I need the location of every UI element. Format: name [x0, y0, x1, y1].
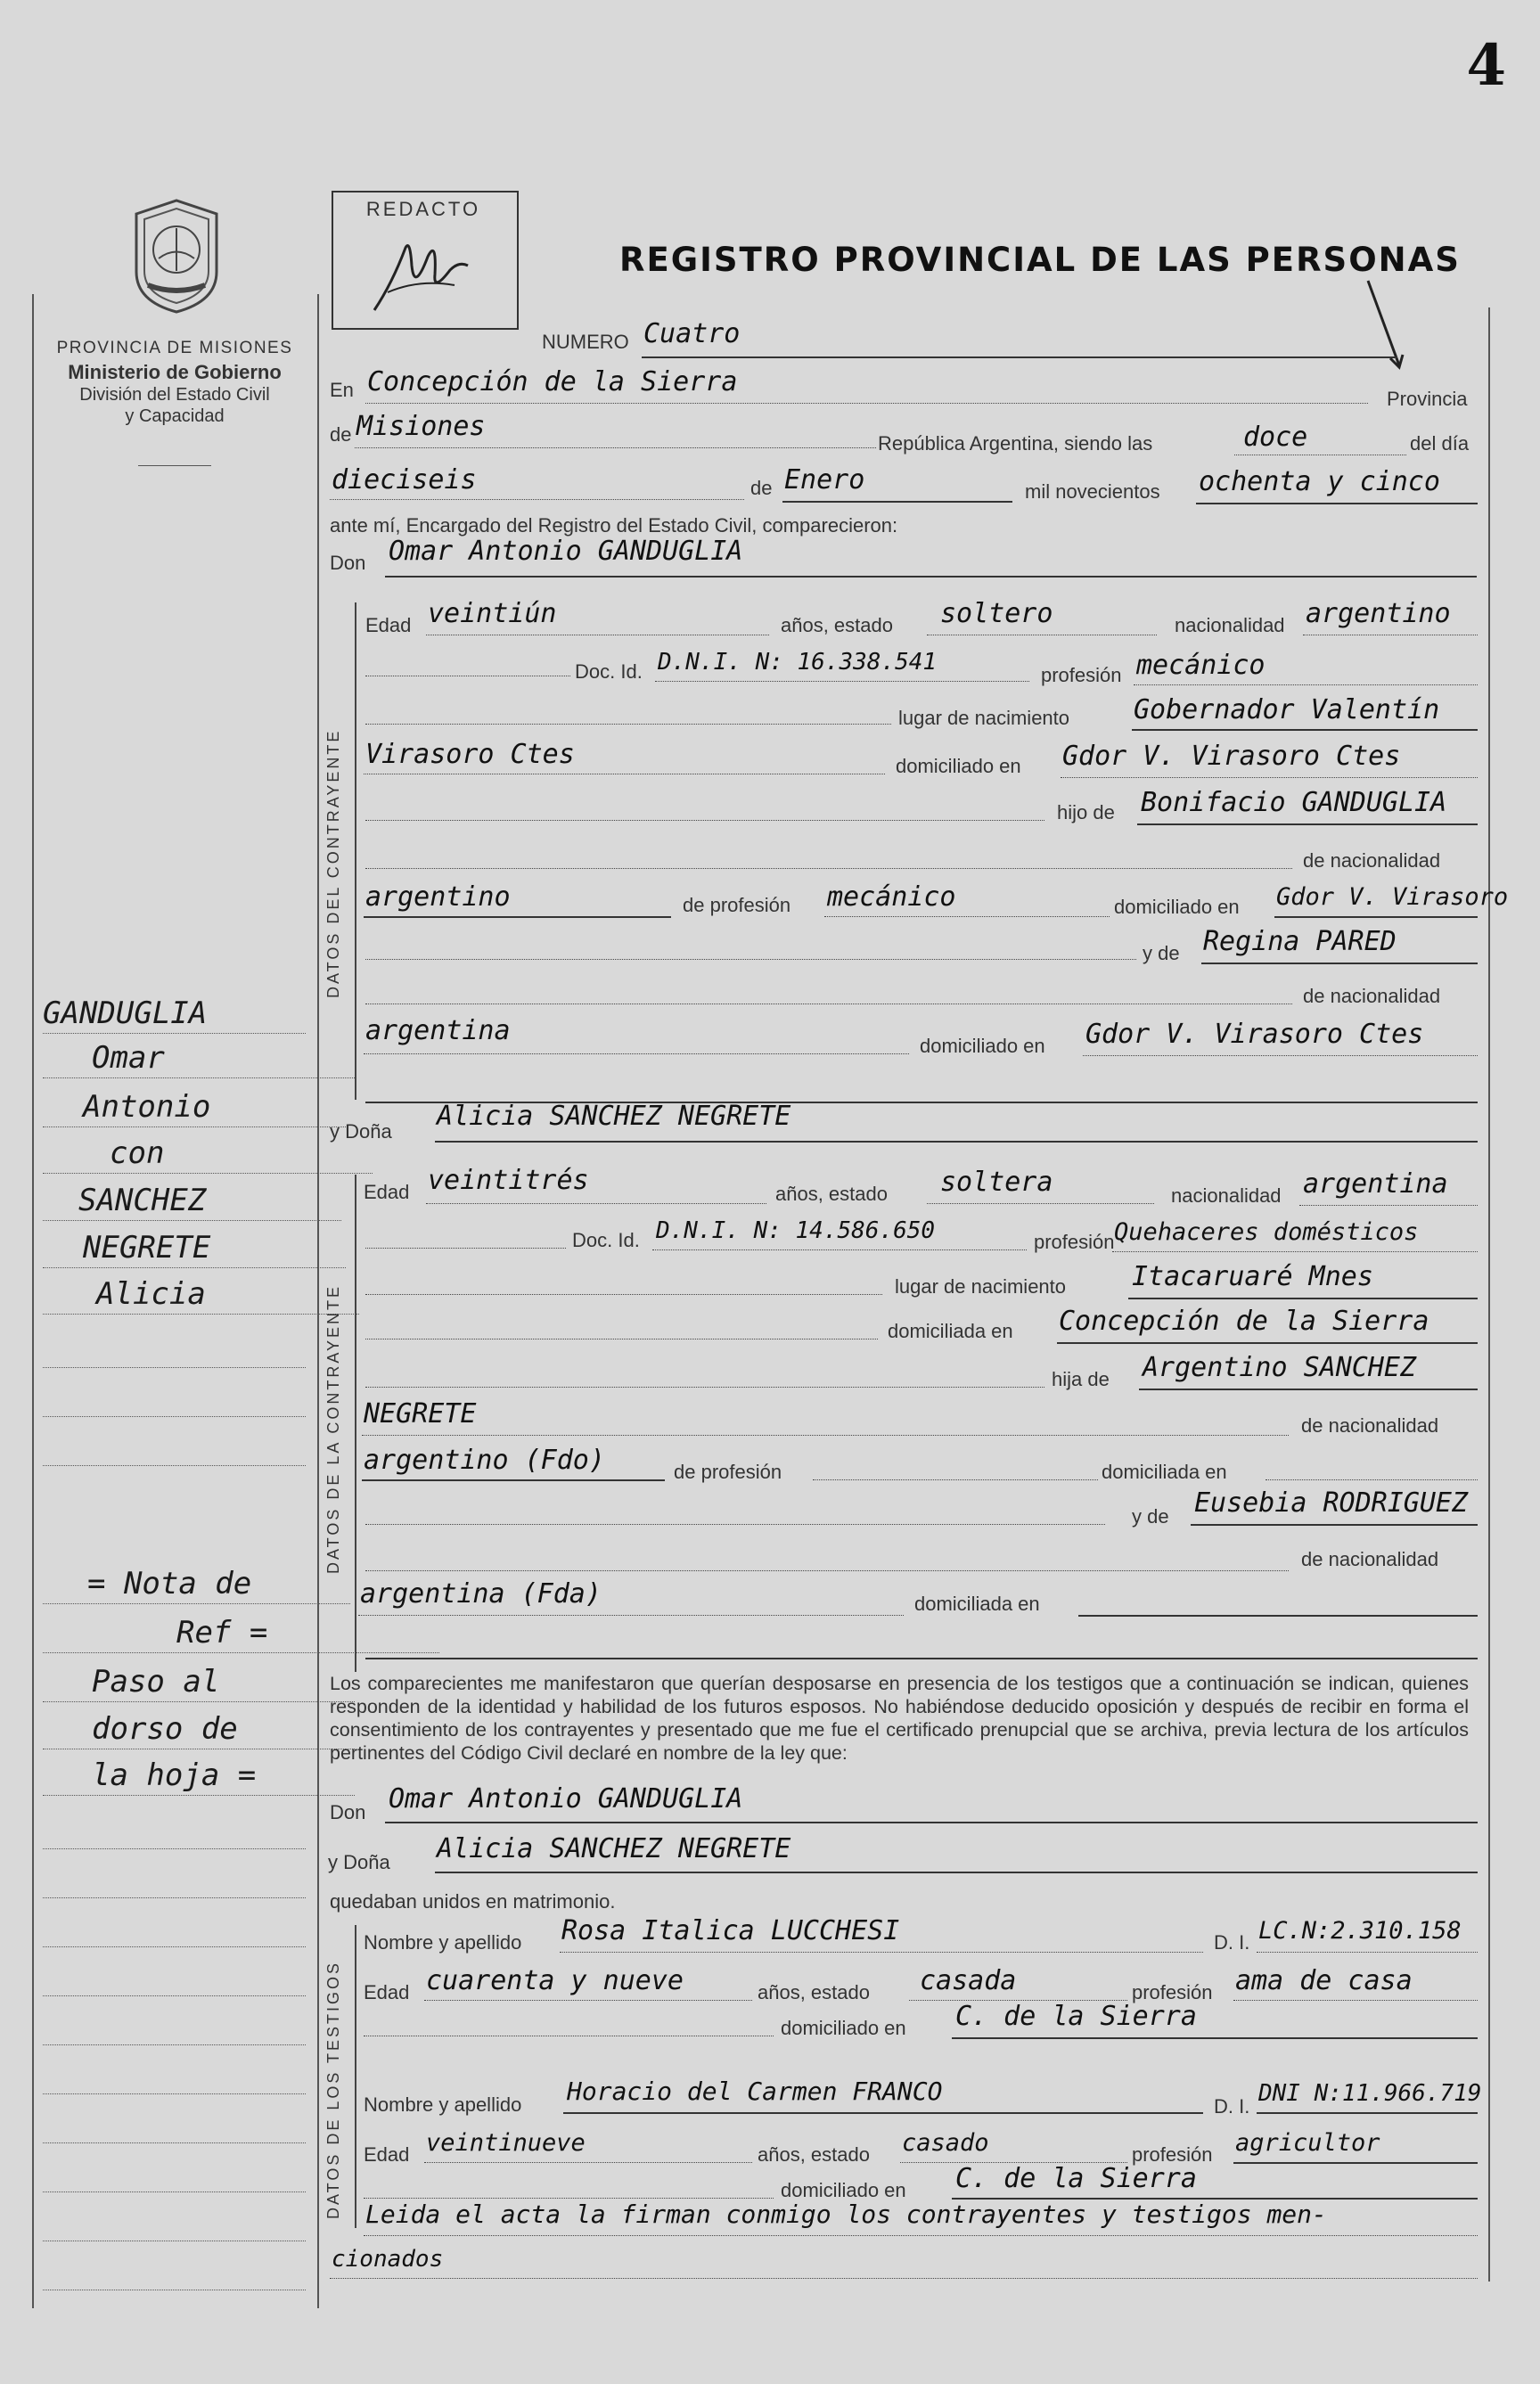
- hora-value: doce: [1243, 422, 1308, 453]
- anios-label: años, estado: [781, 614, 893, 636]
- f-madre-domicilio-label: domiciliada en: [914, 1593, 1040, 1615]
- f-lugar-line: [1128, 1298, 1478, 1299]
- divider: [138, 465, 211, 466]
- y-dona-label: y Doña: [330, 1120, 392, 1143]
- t2-profesion-line: [1233, 2162, 1478, 2164]
- padre-domicilio-value: Gdor V. Virasoro: [1276, 883, 1509, 911]
- f-estado-line: [927, 1203, 1154, 1204]
- t1-anios-label: años, estado: [758, 1981, 870, 2003]
- margin-note: la hoja =: [43, 1756, 355, 1796]
- f-madre-nacionalidad-value: argentina (Fda): [360, 1578, 602, 1610]
- domicilio-value: Gdor V. Virasoro Ctes: [1062, 741, 1401, 772]
- f-madre-pre-line: [365, 1524, 1105, 1525]
- de-mes-label: de: [750, 477, 773, 499]
- margin-line: [43, 1809, 306, 1849]
- dona-value: Alicia SANCHEZ NEGRETE: [437, 1101, 791, 1132]
- lugar-pre-line: [365, 724, 891, 725]
- province-name: PROVINCIA DE MISIONES: [56, 339, 293, 357]
- mes-line: [782, 501, 1012, 503]
- f-madre-nac-line: [358, 1615, 904, 1616]
- edad-value: veintiún: [428, 598, 557, 629]
- f-edad-value: veintitrés: [428, 1165, 589, 1196]
- t1-edad-line: [424, 2000, 752, 2001]
- t1-di-line: [1257, 1952, 1478, 1953]
- nacionalidad-value: argentino: [1306, 598, 1451, 629]
- madre-nacionalidad-value: argentina: [365, 1015, 511, 1046]
- decl-don-value: Omar Antonio GANDUGLIA: [389, 1783, 743, 1815]
- decl-dona-line: [435, 1872, 1478, 1873]
- lugar-nacimiento-value: Gobernador Valentín: [1134, 694, 1440, 725]
- numero-label: NUMERO: [542, 331, 629, 353]
- contrayente-f-bracket: [355, 1175, 356, 1672]
- domicilio-line: [1061, 777, 1478, 778]
- margin-line: [43, 1858, 306, 1898]
- t1-nombre-value: Rosa Italica LUCCHESI: [561, 1915, 900, 1946]
- domicilio-label: domiciliado en: [896, 755, 1021, 777]
- margin-line: [43, 2005, 306, 2045]
- f-madre-value: Eusebia RODRIGUEZ: [1194, 1487, 1469, 1519]
- f-de-profesion-label: de profesión: [674, 1461, 782, 1483]
- de-profesion-label: de profesión: [683, 894, 791, 916]
- t2-edad-label: Edad: [364, 2143, 410, 2166]
- madre-pre-line: [365, 959, 1136, 960]
- f-padre-line: [1139, 1389, 1478, 1390]
- t2-profesion-value: agricultor: [1235, 2129, 1380, 2157]
- t1-profesion-label: profesión: [1132, 1981, 1213, 2003]
- t2-di-value: DNI N:11.966.719: [1258, 2080, 1482, 2107]
- de-label: de: [330, 423, 352, 446]
- nac-pre-line: [365, 868, 1292, 869]
- t2-estado-value: casado: [902, 2129, 989, 2157]
- f-padre-nac-line: [362, 1479, 665, 1481]
- doc-line: [655, 681, 1029, 682]
- f-nac2-pre-line: [365, 1570, 1289, 1571]
- f-doc-line: [652, 1249, 1027, 1250]
- t2-domicilio-label: domiciliado en: [781, 2179, 906, 2201]
- doc-label: Doc. Id.: [575, 660, 643, 683]
- t1-profesion-line: [1233, 2000, 1478, 2001]
- f-profesion-value: Quehaceres domésticos: [1114, 1218, 1419, 1246]
- de-nacionalidad-label: de nacionalidad: [1303, 849, 1441, 872]
- f-padre-value: Argentino SANCHEZ: [1143, 1352, 1417, 1383]
- padre-prof-line: [824, 916, 1110, 917]
- hijo-label: hijo de: [1057, 801, 1115, 823]
- f-padre-cont: NEGRETE: [364, 1398, 477, 1430]
- cierre-line-2-rule: [330, 2278, 1478, 2279]
- contrayente-f-side-label: DATOS DE LA CONTRAYENTE: [324, 1283, 342, 1574]
- madre-nac-line: [364, 1053, 909, 1054]
- madre-line: [1201, 963, 1478, 964]
- dona-line: [435, 1141, 1478, 1143]
- t2-nombre-line: [563, 2112, 1203, 2114]
- f-nac-pre-line: [362, 1435, 1289, 1436]
- margin-note: = Nota de: [43, 1564, 350, 1604]
- decl-don-label: Don: [330, 1801, 366, 1823]
- t1-edad-label: Edad: [364, 1981, 410, 2003]
- margin-note: dorso de: [43, 1709, 355, 1749]
- t1-profesion-value: ama de casa: [1235, 1965, 1413, 1996]
- division-name-2: y Capacidad: [125, 406, 225, 426]
- margin-note: NEGRETE: [43, 1228, 346, 1268]
- margin-note: Antonio: [43, 1087, 346, 1127]
- padre-dom-line: [1274, 916, 1478, 918]
- dia-value: dieciseis: [332, 464, 477, 496]
- decl-dona-value: Alicia SANCHEZ NEGRETE: [437, 1833, 791, 1864]
- f-doc-value: D.N.I. N: 14.586.650: [656, 1217, 936, 1244]
- t2-edad-line: [424, 2162, 752, 2163]
- t1-domicilio-value: C. de la Sierra: [955, 2001, 1197, 2032]
- f-lugar-label: lugar de nacimiento: [895, 1275, 1067, 1298]
- f-lugar-pre-line: [365, 1294, 882, 1295]
- f-end-line: [365, 1658, 1478, 1659]
- contrayente-side-label: DATOS DEL CONTRAYENTE: [324, 728, 342, 998]
- margin-note: SANCHEZ: [43, 1181, 341, 1221]
- hijo-pre-line: [365, 820, 1044, 821]
- margin-note: [43, 1426, 306, 1466]
- numero-value: Cuatro: [643, 318, 741, 349]
- f-nacionalidad-line: [1299, 1205, 1478, 1206]
- margin-line: [43, 1956, 306, 1996]
- f-profesion-line: [1112, 1251, 1478, 1252]
- f-estado-value: soltera: [940, 1167, 1053, 1198]
- right-border: [1488, 307, 1490, 2282]
- lugar-line: [365, 403, 1368, 404]
- f-de-nacionalidad-label: de nacionalidad: [1301, 1414, 1439, 1437]
- padre-nacionalidad-value: argentino: [365, 881, 511, 913]
- margin-note: GANDUGLIA: [43, 994, 306, 1034]
- t2-anios-label: años, estado: [758, 2143, 870, 2166]
- t2-profesion-label: profesión: [1132, 2143, 1213, 2166]
- lugar-value: Concepción de la Sierra: [367, 366, 738, 397]
- t2-edad-value: veintinueve: [426, 2129, 586, 2157]
- division-name: División del Estado Civil: [79, 385, 270, 405]
- anio-value: ochenta y cinco: [1199, 466, 1440, 497]
- unidos-text: quedaban unidos en matrimonio.: [330, 1890, 616, 1913]
- margin-note: [43, 1377, 306, 1417]
- declaracion-text: Los comparecientes me manifestaron que querían desposarse en presencia de los testigos que a continuación se indican, quienes responden de la identidad y habilidad de los futuros esposos. No habiéndose deducido oposición y después de recibir en forma el consentimiento de los contrayentes y presentado que me fue el certificado prenupcial que se archiva, previa lectura de los artículos pertinentes del Código Civil declaré en nombre de la ley que:: [330, 1673, 1469, 1764]
- t1-di-label: D. I.: [1214, 1931, 1250, 1954]
- republica-label: República Argentina, siendo las: [878, 432, 1153, 455]
- provincia-value: Misiones: [356, 411, 486, 442]
- lugar-nacimiento-label: lugar de nacimiento: [898, 707, 1070, 729]
- numero-line: [642, 356, 1397, 358]
- margin-line: [43, 2103, 306, 2143]
- cierre-line-1-rule: [364, 2235, 1478, 2236]
- don-line: [385, 576, 1477, 578]
- t2-nombre-label: Nombre y apellido: [364, 2093, 522, 2116]
- f-lugar-value: Itacaruaré Mnes: [1132, 1261, 1373, 1292]
- madre-domicilio-label: domiciliado en: [920, 1035, 1045, 1057]
- arrow-icon: [1364, 276, 1408, 374]
- signature-icon: [365, 230, 472, 319]
- f-y-de-label: y de: [1132, 1505, 1169, 1528]
- f-profesion-label: profesión: [1034, 1231, 1115, 1253]
- t1-nombre-label: Nombre y apellido: [364, 1931, 522, 1954]
- f-anios-label: años, estado: [775, 1183, 888, 1205]
- t2-di-line: [1257, 2112, 1478, 2114]
- padre-profesion-value: mecánico: [827, 881, 956, 913]
- de-nacionalidad-label-2: de nacionalidad: [1303, 985, 1441, 1007]
- mes-value: Enero: [784, 464, 865, 496]
- f-hija-pre-line: [365, 1387, 1044, 1388]
- padre-domicilio-label: domiciliado en: [1114, 896, 1240, 918]
- madre-dom-line: [1083, 1055, 1478, 1056]
- f-padre-nacionalidad-value: argentino (Fdo): [364, 1445, 605, 1476]
- f-nacionalidad-value: argentina: [1303, 1168, 1448, 1200]
- f-edad-label: Edad: [364, 1181, 410, 1203]
- f-padre-prof-line: [813, 1479, 1098, 1480]
- margin-line: [43, 2250, 306, 2290]
- y-de-label: y de: [1143, 942, 1180, 964]
- mil-label: mil novecientos: [1025, 480, 1160, 503]
- ante-label: ante mí, Encargado del Registro del Estado Civil, comparecieron:: [330, 514, 898, 537]
- edad-label: Edad: [365, 614, 412, 636]
- t1-edad-value: cuarenta y nueve: [426, 1965, 684, 1996]
- document-title: REGISTRO PROVINCIAL DE LAS PERSONAS: [619, 241, 1461, 279]
- nacionalidad-label: nacionalidad: [1175, 614, 1285, 636]
- f-padre-domicilio-label: domiciliada en: [1102, 1461, 1227, 1483]
- don-value: Omar Antonio GANDUGLIA: [389, 536, 743, 567]
- f-doc-pre-line: [365, 1248, 566, 1249]
- en-label: En: [330, 379, 354, 401]
- don-label: Don: [330, 552, 366, 574]
- margin-line: [43, 1907, 306, 1947]
- f-doc-label: Doc. Id.: [572, 1229, 640, 1251]
- profesion-label: profesión: [1041, 664, 1122, 686]
- lugar-nacimiento-cont: Virasoro Ctes: [365, 739, 575, 770]
- margin-note: con: [43, 1134, 373, 1174]
- ministry-name: Ministerio de Gobierno: [68, 361, 282, 383]
- t1-nombre-line: [560, 1952, 1203, 1953]
- profesion-value: mecánico: [1136, 650, 1266, 681]
- margin-note: Omar: [43, 1038, 355, 1078]
- margin-line: [43, 2152, 306, 2192]
- doc-value: D.N.I. N: 16.338.541: [658, 649, 938, 676]
- del-dia-label: del día: [1410, 432, 1470, 455]
- padre-nac-line: [364, 916, 671, 918]
- testigos-bracket: [355, 1925, 356, 2228]
- estado-value: soltero: [940, 598, 1053, 629]
- cierre-line-1: Leida el acta la firman conmigo los contrayentes y testigos men-: [365, 2200, 1327, 2229]
- padre-value: Bonifacio GANDUGLIA: [1141, 787, 1447, 818]
- stamp-label: REDACTO: [365, 198, 481, 220]
- decl-dona-label: y Doña: [328, 1851, 390, 1873]
- f-nacionalidad-label: nacionalidad: [1171, 1184, 1282, 1207]
- t1-estado-value: casada: [920, 1965, 1017, 1996]
- cierre-line-2: cionados: [332, 2246, 444, 2273]
- decl-don-line: [385, 1822, 1478, 1823]
- t2-domicilio-value: C. de la Sierra: [955, 2163, 1197, 2194]
- contrayente-bracket: [355, 602, 356, 1100]
- anio-line: [1196, 503, 1478, 504]
- dia-line: [330, 499, 744, 500]
- t1-domicilio-line: [952, 2037, 1478, 2039]
- t1-domicilio-label: domiciliado en: [781, 2017, 906, 2039]
- f-edad-line: [426, 1203, 766, 1204]
- f-padre-dom-line: [1266, 1479, 1478, 1480]
- f-domicilio-label: domiciliada en: [888, 1320, 1013, 1342]
- f-domicilio-line: [1057, 1342, 1478, 1344]
- lugar-nacimiento-line: [1132, 729, 1478, 731]
- province-seal-icon: [123, 196, 230, 316]
- t2-di-label: D. I.: [1214, 2095, 1250, 2118]
- f-de-nacionalidad-label-2: de nacionalidad: [1301, 1548, 1439, 1570]
- madre-domicilio-value: Gdor V. Virasoro Ctes: [1085, 1019, 1424, 1050]
- margin-note: Alicia: [43, 1274, 359, 1315]
- margin-note: [43, 1328, 306, 1368]
- provincia-label: Provincia: [1387, 388, 1468, 410]
- page-number: 4: [1466, 32, 1506, 99]
- f-madre-dom-line: [1078, 1615, 1478, 1617]
- margin-line: [43, 2201, 306, 2241]
- padre-line: [1137, 823, 1478, 825]
- t2-dom-pre-line: [364, 2198, 774, 2199]
- testigos-side-label: DATOS DE LOS TESTIGOS: [324, 1960, 342, 2219]
- f-madre-line: [1191, 1524, 1478, 1526]
- margin-note: Paso al: [43, 1662, 355, 1702]
- provincia-line: [355, 447, 876, 448]
- margin-note: Ref =: [43, 1613, 439, 1653]
- madre-value: Regina PARED: [1203, 926, 1397, 957]
- left-border: [32, 294, 34, 2308]
- margin-line: [43, 2054, 306, 2094]
- t1-di-value: LC.N:2.310.158: [1258, 1917, 1462, 1945]
- f-hija-label: hija de: [1052, 1368, 1110, 1390]
- t2-nombre-value: Horacio del Carmen FRANCO: [567, 2077, 943, 2106]
- profesion-line: [1134, 684, 1478, 685]
- f-domicilio-value: Concepción de la Sierra: [1059, 1306, 1429, 1337]
